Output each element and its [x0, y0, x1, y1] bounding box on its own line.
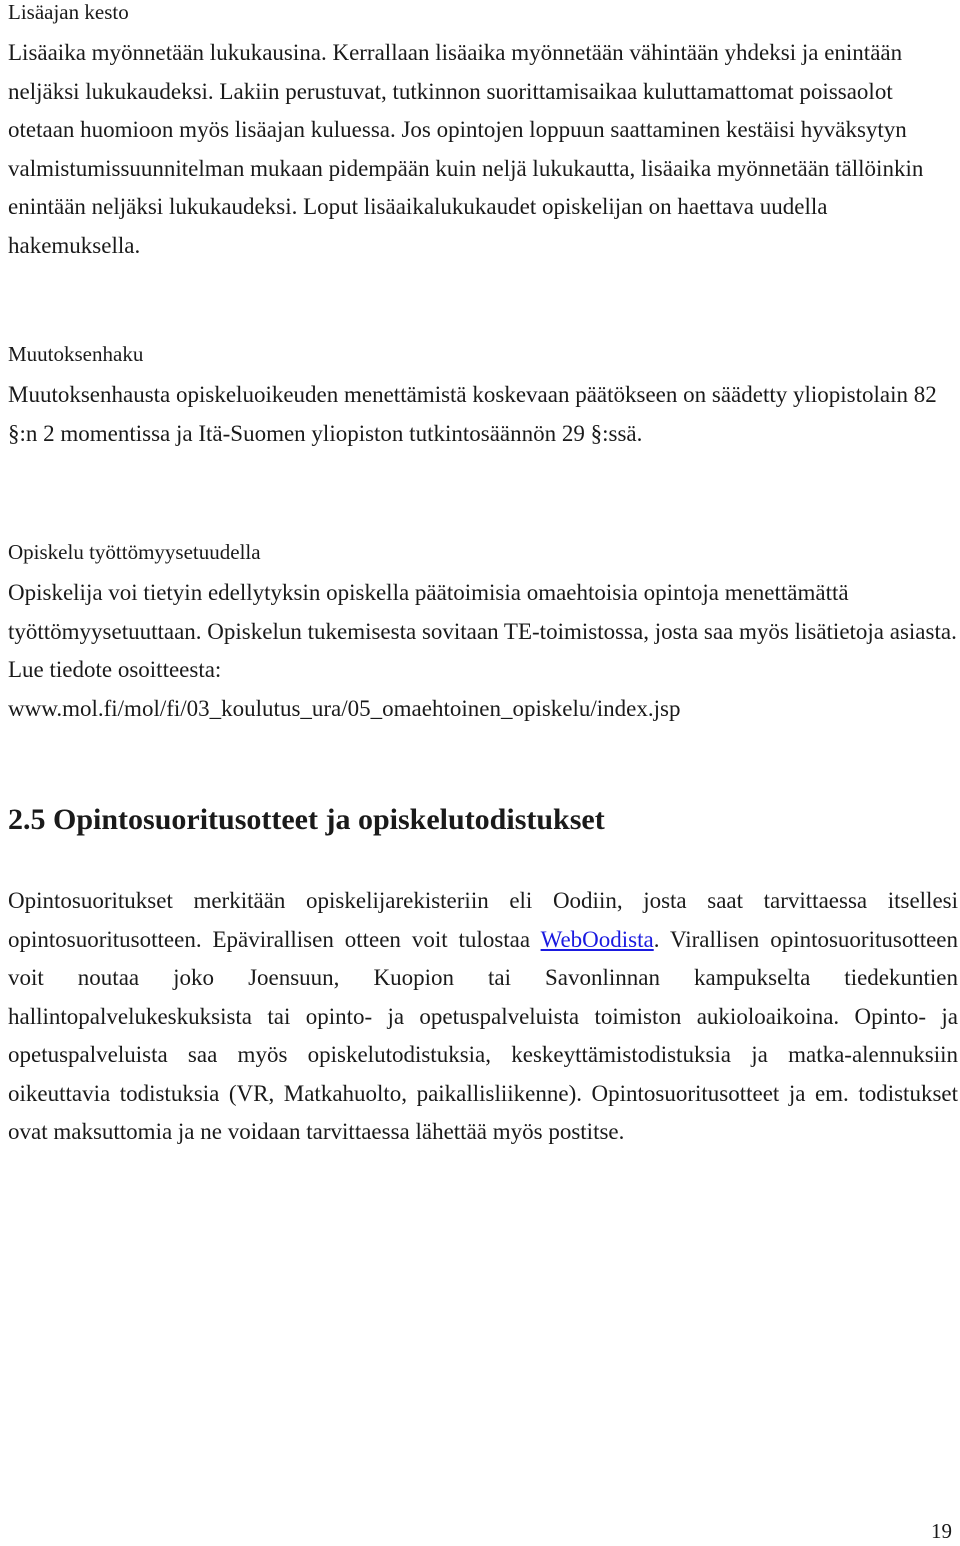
paragraph: Muutoksenhausta opiskeluoikeuden menettämistä koskevaan päätökseen on säädetty yliopistolain 82 §:n 2 momentissa ja Itä-Suomen yliopiston tutkintosäännön 29 §:ssä.	[8, 382, 937, 446]
paragraph	[8, 882, 958, 1152]
url-text: www.mol.fi/mol/fi/03_koulutus_ura/05_omaehtoinen_opiskelu/index.jsp	[8, 695, 681, 721]
section-muutoksenhaku	[8, 342, 958, 453]
paragraph-text: Opiskelija voi tietyin edellytyksin opiskella päätoimisia omaehtoisia opintoja menettämättä työttömyysetuuttaan. Opiskelun tukemisesta sovitaan TE-toimistossa, josta saa myös lisätietoja asiasta. Lue tiedote osoitteesta:	[8, 580, 957, 682]
section-opiskelu-tyottomyysetuudella	[8, 540, 958, 728]
weboodi-link[interactable]: WebOodista	[540, 926, 654, 952]
subheading: Opiskelu työttömyysetuudella	[8, 540, 261, 564]
paragraph-text-start: Opintosuoritukset merkitään opiskelijarekisteriin eli Oodiin, josta saat tarvittaessa itsellesi opintosuoritusotteen. Epävirallisen otteen voit tulostaa	[8, 888, 958, 952]
section-lisaajan-kesto	[8, 0, 958, 265]
section-opintosuoritusotteet	[8, 882, 958, 1152]
paragraph	[8, 574, 958, 728]
section-heading: 2.5 Opintosuoritusotteet ja opiskelutodistukset	[8, 803, 605, 836]
subheading: Lisäajan kesto	[8, 0, 129, 24]
subheading: Muutoksenhaku	[8, 342, 144, 366]
page-number: 19	[931, 1519, 952, 1543]
paragraph-text-end: . Virallisen opintosuoritusotteen voit noutaa joko Joensuun, Kuopion tai Savonlinnan kampukselta tiedekuntien hallintopalvelukeskuksista tai opinto- ja opetuspalveluista toimiston aukioloaikoina. Opinto- ja opetuspalveluista saa myös opiskelutodistuksia, keskeyttämistodistuksia ja matka-alennuksiin oikeuttavia todistuksia (VR, Matkahuolto, paikallisliikenne). Opintosuoritusotteet ja em. todistukset ovat maksuttomia ja ne voidaan tarvittaessa lähettää myös postitse.	[8, 926, 959, 1144]
paragraph: Lisäaika myönnetään lukukausina. Kerrallaan lisäaika myönnetään vähintään yhdeksi ja enintään neljäksi lukukaudeksi. Lakiin perustuvat, tutkinnon suorittamisaikaa kuluttamattomat poissaolot otetaan huomioon myös lisäajan kuluessa. Jos opintojen loppuun saattaminen kestäisi hyväksytyn valmistumissuunnitelman mukaan pidempään kuin neljä lukukautta, lisäaika myönnetään tällöinkin enintään neljäksi lukukaudeksi. Loput lisäaikalukukaudet opiskelijan on haettava uudella hakemuksella.	[8, 40, 924, 258]
